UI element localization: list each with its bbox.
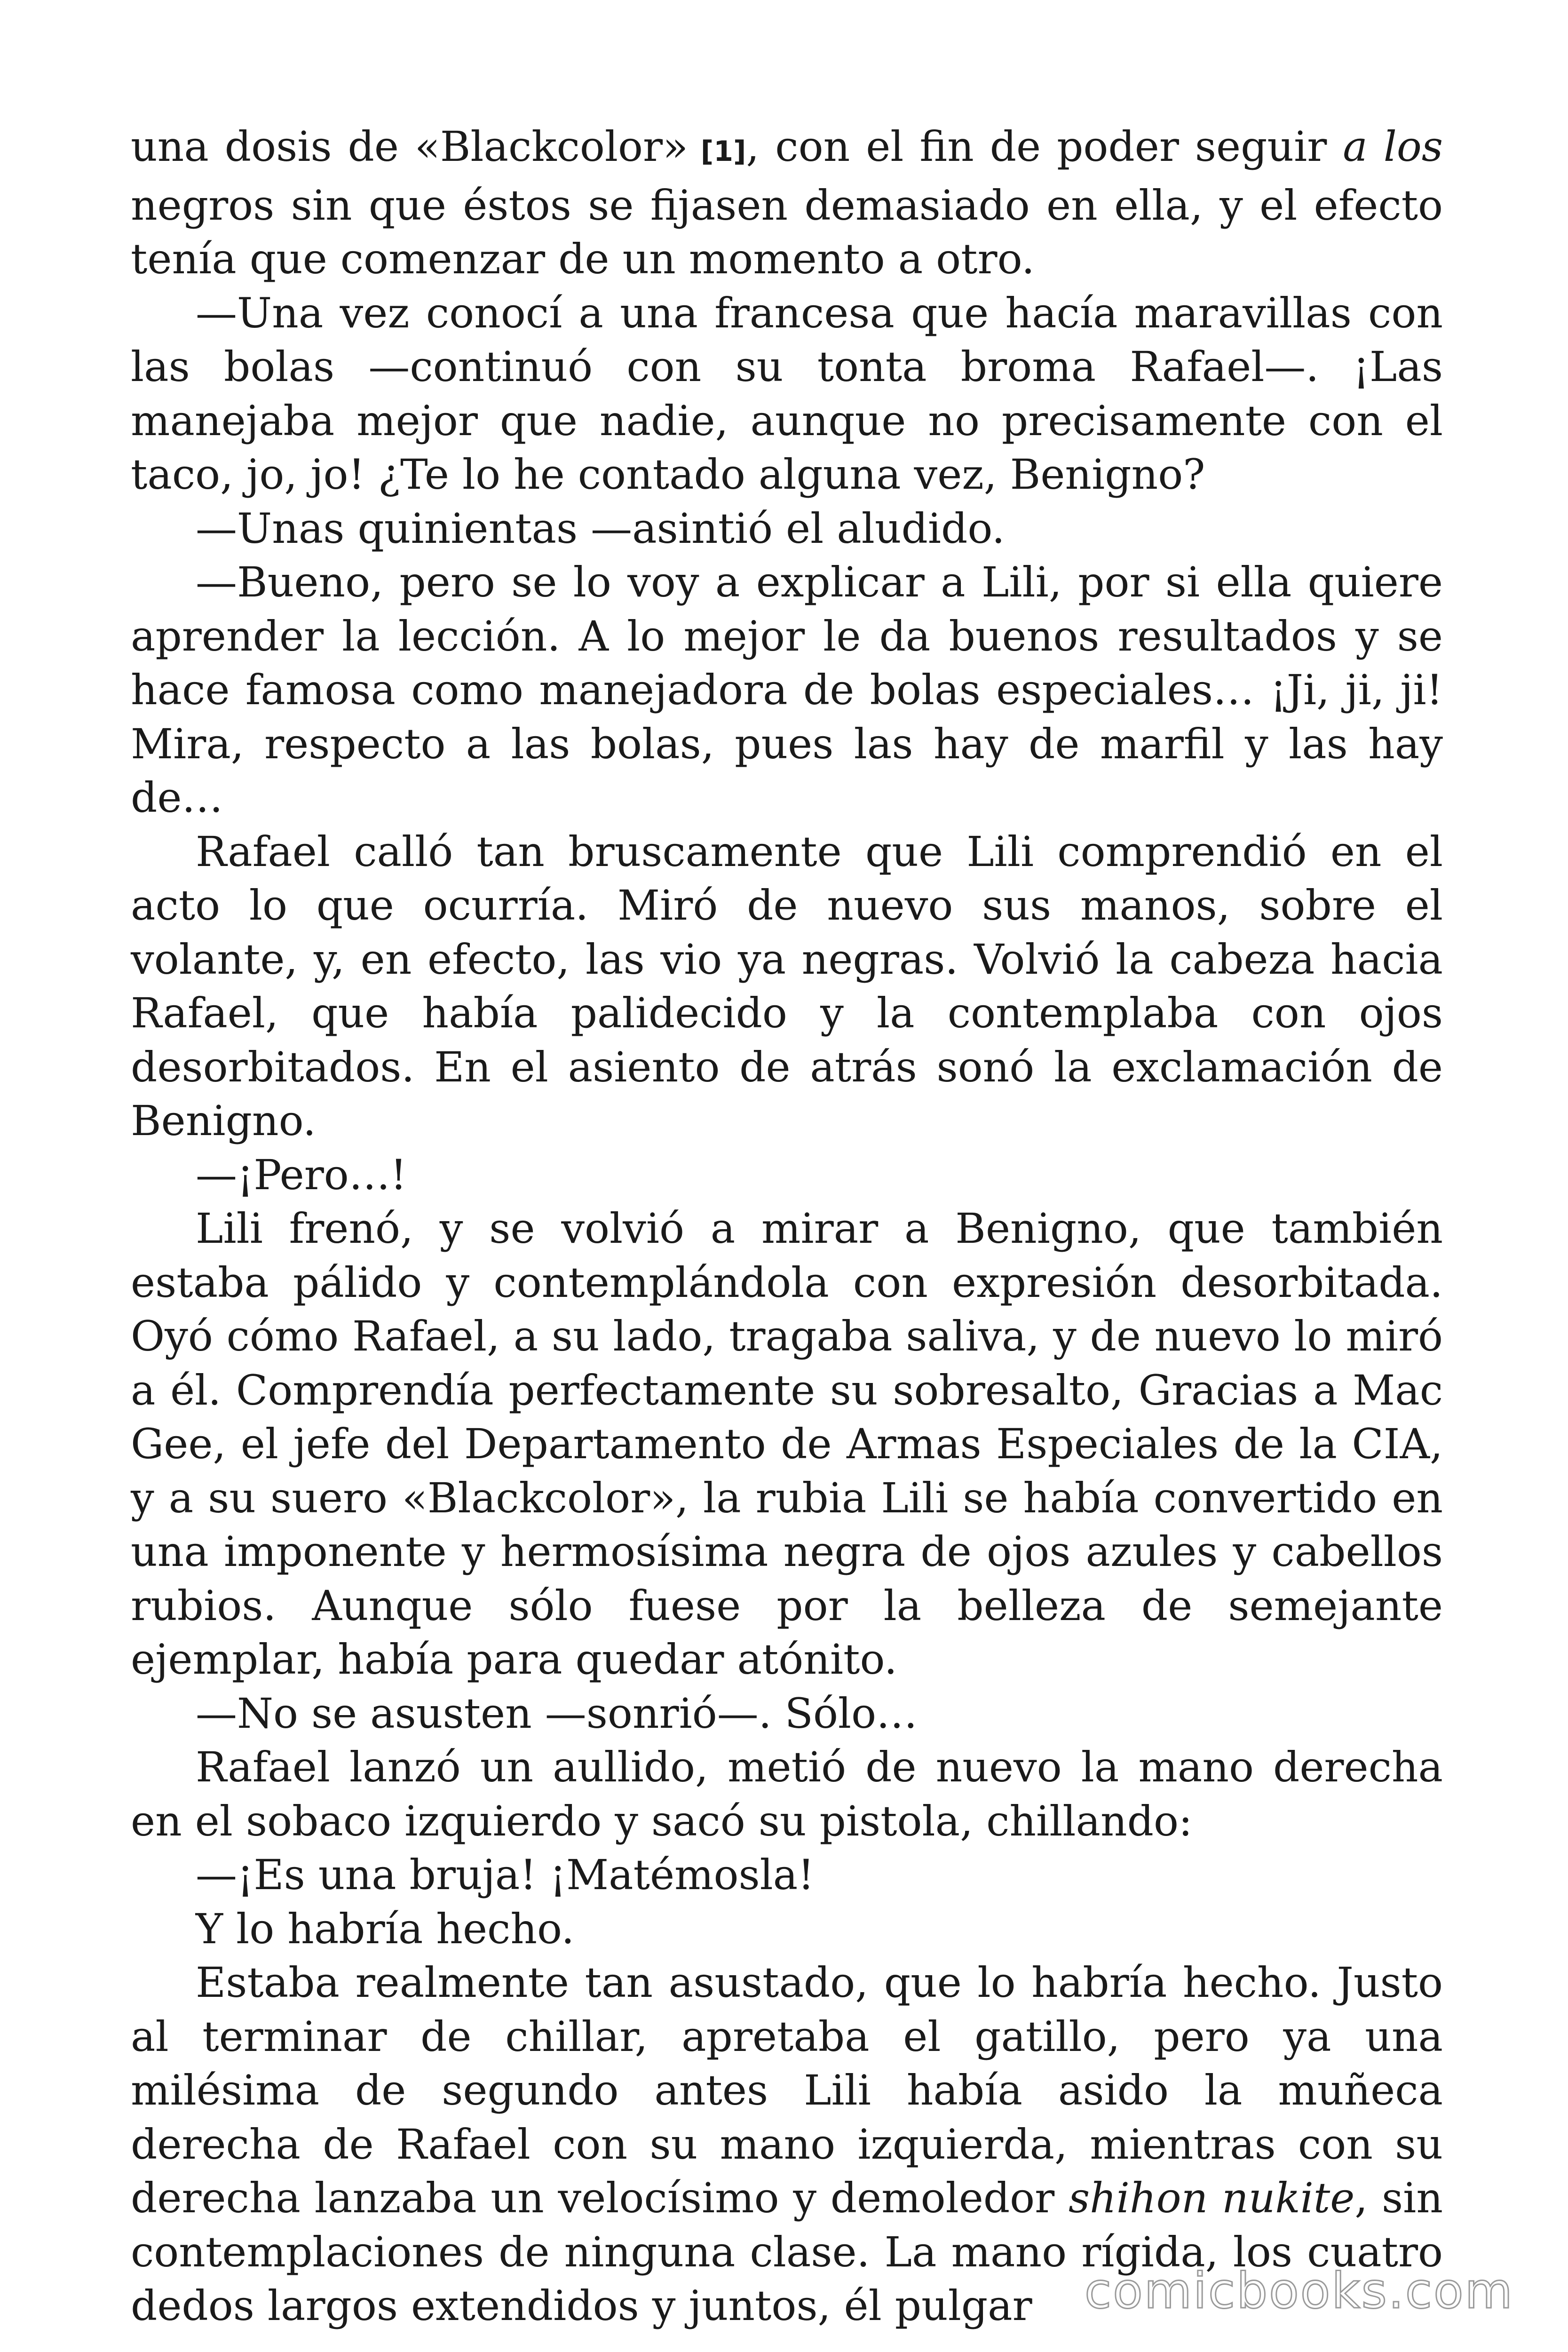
- paragraph: [131, 825, 1443, 1148]
- paragraph: [131, 1202, 1443, 1687]
- text-run: Rafael calló tan bruscamente que Lili comprendió en el acto lo que ocurría. Miró de nuevo sus manos, sobre el volante, y, en efecto, las vio ya negras. Volvió la cabeza hacia Rafael, que había palidecido y la contemplaba con ojos desorbitados. En el asiento de atrás sonó la exclamación de Benigno.: [131, 827, 1443, 1145]
- text-run: —¡Es una bruja! ¡Matémosla!: [196, 1851, 815, 1899]
- paragraph: [131, 1902, 1443, 1956]
- text-run: negros sin que éstos se fijasen demasiado en ella, y el efecto tenía que comenzar de un momento a otro.: [131, 181, 1443, 283]
- text-run: —¡Pero…!: [196, 1150, 407, 1199]
- text-run: , con el fin de poder seguir: [746, 122, 1343, 171]
- text-run: Estaba realmente tan asustado, que lo habría hecho. Justo al terminar de chillar, apretaba el gatillo, pero ya una milésima de segundo antes Lili había asido la muñeca derecha de Rafael con su mano izquierda, mientras con su derecha lanzaba un velocísimo y demoledor: [131, 1958, 1443, 2222]
- footnote-reference[interactable]: [1]: [688, 135, 746, 168]
- emphasis-text: shihon nukite: [1068, 2174, 1355, 2222]
- text-run: Lili frenó, y se volvió a mirar a Benigno, que también estaba pálido y contemplándola con expresión desorbitada. Oyó cómo Rafael, a su lado, tragaba saliva, y de nuevo lo miró a él. Comprendía perfectamente su sobresalto, Gracias a Mac Gee, el jefe del Departamento de Armas Especiales de la CIA, y a su suero «Blackcolor», la rubia Lili se había convertido en una imponente y hermosísima negra de ojos azules y cabellos rubios. Aunque sólo fuese por la belleza de semejante ejemplar, había para quedar atónito.: [131, 1204, 1443, 1684]
- page-body: [131, 120, 1443, 2333]
- paragraph: [131, 120, 1443, 286]
- text-run: , sin contemplaciones de ninguna clase. La mano rígida, los cuatro dedos largos extendidos y juntos, él pulgar: [131, 2174, 1443, 2330]
- paragraph: [131, 556, 1443, 825]
- paragraph: [131, 1148, 1443, 1202]
- text-run: —Una vez conocí a una francesa que hacía maravillas con las bolas —continuó con su tonta broma Rafael—. ¡Las manejaba mejor que nadie, aunque no precisamente con el taco, jo, jo! ¿Te lo he contado alguna vez, Benigno?: [131, 288, 1443, 499]
- text-run: Rafael lanzó un aullido, metió de nuevo la mano derecha en el sobaco izquierdo y sacó su pistola, chillando:: [131, 1743, 1443, 1845]
- paragraph: [131, 1687, 1443, 1741]
- text-run: Y lo habría hecho.: [196, 1904, 575, 1953]
- text-run: —Bueno, pero se lo voy a explicar a Lili, por si ella quiere aprender la lección. A lo mejor le da buenos resultados y se hace famosa como manejadora de bolas especiales… ¡Ji, ji, ji! Mira, respecto a las bolas, pues las hay de marfil y las hay de…: [131, 558, 1443, 822]
- text-run: una dosis de «Blackcolor»: [131, 122, 688, 171]
- paragraph: [131, 1848, 1443, 1902]
- watermark: comicbooks.com: [1084, 2262, 1514, 2320]
- paragraph: [131, 502, 1443, 556]
- paragraph: [131, 1740, 1443, 1848]
- paragraph: [131, 286, 1443, 502]
- emphasis-text: a los: [1343, 122, 1443, 171]
- text-run: —No se asusten —sonrió—. Sólo…: [196, 1689, 918, 1738]
- text-run: —Unas quinientas —asintió el aludido.: [196, 504, 1005, 553]
